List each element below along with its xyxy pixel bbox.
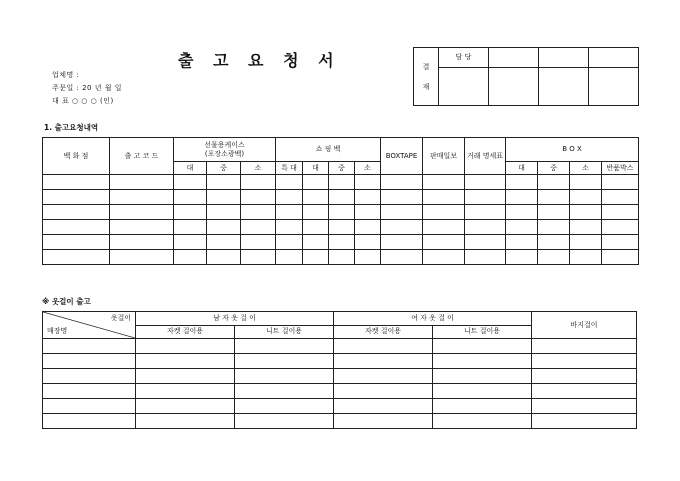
table-row (43, 414, 637, 429)
section2-title: ※ 옷걸이 출고 (42, 297, 91, 306)
approval-col (589, 48, 639, 68)
input-cell[interactable] (207, 175, 241, 190)
input-cell[interactable] (423, 205, 465, 220)
approval-sign-cell[interactable] (589, 68, 639, 106)
approval-sign-cell[interactable] (489, 68, 539, 106)
sub-female-knit: 니트 걸이용 (433, 325, 532, 339)
corner-top-label: 옷걸이 (110, 314, 131, 322)
table-row (43, 369, 637, 384)
corner-diagonal-cell (43, 312, 136, 339)
input-cell[interactable] (381, 220, 423, 235)
input-cell[interactable] (433, 384, 532, 399)
input-cell[interactable] (334, 354, 433, 369)
input-cell[interactable] (303, 205, 329, 220)
input-cell[interactable] (303, 190, 329, 205)
company-field: 업체명 : (52, 71, 80, 79)
corner-bottom-label: 매장명 (47, 327, 68, 335)
input-cell[interactable] (43, 354, 136, 369)
sub-box-large: 대 (506, 162, 538, 175)
input-cell[interactable] (465, 205, 506, 220)
sub-shop-medium: 중 (329, 162, 355, 175)
sub-shop-xlarge: 특 대 (276, 162, 303, 175)
input-cell[interactable] (355, 175, 381, 190)
input-cell[interactable] (602, 205, 639, 220)
input-cell[interactable] (235, 399, 334, 414)
input-cell[interactable] (241, 205, 276, 220)
input-cell[interactable] (602, 190, 639, 205)
input-cell[interactable] (241, 175, 276, 190)
input-cell[interactable] (381, 175, 423, 190)
input-cell[interactable] (465, 190, 506, 205)
input-cell[interactable] (423, 220, 465, 235)
input-cell[interactable] (334, 384, 433, 399)
approval-sign-cell[interactable] (539, 68, 589, 106)
input-cell[interactable] (602, 175, 639, 190)
input-cell[interactable] (303, 235, 329, 250)
input-cell[interactable] (506, 250, 538, 265)
input-cell[interactable] (570, 190, 602, 205)
input-cell[interactable] (276, 175, 303, 190)
header-promo: 판매일보 (423, 138, 465, 175)
input-cell[interactable] (43, 414, 136, 429)
input-cell[interactable] (43, 220, 110, 235)
representative-field: 대 표 ○ ○ ○ (인) (52, 97, 114, 105)
input-cell[interactable] (355, 205, 381, 220)
input-cell[interactable] (334, 414, 433, 429)
input-cell[interactable] (136, 369, 235, 384)
table-row (43, 235, 639, 250)
input-cell[interactable] (423, 250, 465, 265)
sub-box-small: 소 (570, 162, 602, 175)
sub-shop-small: 소 (355, 162, 381, 175)
table-row (43, 384, 637, 399)
input-cell[interactable] (43, 190, 110, 205)
input-cell[interactable] (433, 369, 532, 384)
input-cell[interactable] (329, 205, 355, 220)
input-cell[interactable] (381, 205, 423, 220)
input-cell[interactable] (276, 235, 303, 250)
input-cell[interactable] (570, 235, 602, 250)
input-cell[interactable] (136, 414, 235, 429)
input-cell[interactable] (329, 235, 355, 250)
input-cell[interactable] (43, 235, 110, 250)
input-cell[interactable] (538, 175, 570, 190)
table-row (43, 250, 639, 265)
header-boxtape: BOXTAPE (381, 138, 423, 175)
input-cell[interactable] (355, 250, 381, 265)
input-cell[interactable] (506, 235, 538, 250)
input-cell[interactable] (570, 175, 602, 190)
input-cell[interactable] (235, 384, 334, 399)
table-row (43, 175, 639, 190)
input-cell[interactable] (506, 205, 538, 220)
input-cell[interactable] (538, 250, 570, 265)
sub-male-jacket: 자켓 걸이용 (136, 325, 235, 339)
input-cell[interactable] (43, 369, 136, 384)
input-cell[interactable] (538, 235, 570, 250)
input-cell[interactable] (433, 339, 532, 354)
header-shopping-bag: 쇼 핑 백 (276, 138, 381, 162)
input-cell[interactable] (276, 250, 303, 265)
input-cell[interactable] (329, 250, 355, 265)
table-row (43, 354, 637, 369)
approval-label: 결 재 (414, 48, 439, 106)
table-row (43, 399, 637, 414)
input-cell[interactable] (207, 250, 241, 265)
input-cell[interactable] (532, 384, 637, 399)
input-cell[interactable] (276, 190, 303, 205)
input-cell[interactable] (235, 369, 334, 384)
input-cell[interactable] (235, 414, 334, 429)
input-cell[interactable] (174, 220, 207, 235)
input-cell[interactable] (532, 369, 637, 384)
input-cell[interactable] (276, 205, 303, 220)
approval-col-manager: 담 당 (439, 48, 489, 68)
input-cell[interactable] (602, 220, 639, 235)
input-cell[interactable] (174, 190, 207, 205)
input-cell[interactable] (570, 220, 602, 235)
input-cell[interactable] (538, 190, 570, 205)
input-cell[interactable] (570, 205, 602, 220)
sub-gift-large: 대 (174, 162, 207, 175)
input-cell[interactable] (241, 235, 276, 250)
input-cell[interactable] (136, 354, 235, 369)
input-cell[interactable] (241, 220, 276, 235)
input-cell[interactable] (110, 205, 174, 220)
header-store: 백 화 점 (43, 138, 110, 175)
input-cell[interactable] (207, 205, 241, 220)
input-cell[interactable] (43, 250, 110, 265)
input-cell[interactable] (43, 399, 136, 414)
header-box: B O X (506, 138, 639, 162)
approval-col (539, 48, 589, 68)
input-cell[interactable] (532, 354, 637, 369)
hanger-table (42, 311, 637, 429)
header-code: 출 고 코 드 (110, 138, 174, 175)
input-cell[interactable] (174, 205, 207, 220)
input-cell[interactable] (136, 399, 235, 414)
input-cell[interactable] (506, 175, 538, 190)
table-row (43, 205, 639, 220)
input-cell[interactable] (465, 235, 506, 250)
sub-box-medium: 중 (538, 162, 570, 175)
input-cell[interactable] (532, 399, 637, 414)
approval-sign-cell[interactable] (439, 68, 489, 106)
input-cell[interactable] (602, 235, 639, 250)
section1-title: 1. 출고요청내역 (44, 123, 99, 132)
input-cell[interactable] (532, 339, 637, 354)
sub-box-return: 반품박스 (602, 162, 639, 175)
header-male-hanger: 남 자 옷 걸 이 (136, 312, 334, 326)
input-cell[interactable] (506, 190, 538, 205)
input-cell[interactable] (506, 220, 538, 235)
input-cell[interactable] (110, 175, 174, 190)
input-cell[interactable] (174, 235, 207, 250)
input-cell[interactable] (538, 220, 570, 235)
input-cell[interactable] (241, 190, 276, 205)
input-cell[interactable] (355, 220, 381, 235)
header-female-hanger: 여 자 옷 걸 이 (334, 312, 532, 326)
input-cell[interactable] (465, 250, 506, 265)
input-cell[interactable] (303, 250, 329, 265)
input-cell[interactable] (110, 220, 174, 235)
input-cell[interactable] (207, 190, 241, 205)
input-cell[interactable] (433, 414, 532, 429)
table-row (43, 220, 639, 235)
input-cell[interactable] (43, 384, 136, 399)
input-cell[interactable] (465, 175, 506, 190)
input-cell[interactable] (329, 220, 355, 235)
sub-gift-small: 소 (241, 162, 276, 175)
input-cell[interactable] (235, 339, 334, 354)
table-row (43, 339, 637, 354)
sub-gift-medium: 중 (207, 162, 241, 175)
input-cell[interactable] (136, 384, 235, 399)
input-cell[interactable] (207, 220, 241, 235)
input-cell[interactable] (334, 399, 433, 414)
input-cell[interactable] (110, 235, 174, 250)
shipment-request-table (42, 137, 639, 265)
input-cell[interactable] (532, 414, 637, 429)
input-cell[interactable] (423, 235, 465, 250)
input-cell[interactable] (174, 175, 207, 190)
input-cell[interactable] (381, 235, 423, 250)
input-cell[interactable] (465, 220, 506, 235)
sub-shop-large: 대 (303, 162, 329, 175)
input-cell[interactable] (110, 250, 174, 265)
input-cell[interactable] (43, 175, 110, 190)
header-statement: 거래 명세표 (465, 138, 506, 175)
approval-col (489, 48, 539, 68)
header-pants-hanger: 바지걸이 (532, 312, 637, 339)
input-cell[interactable] (381, 190, 423, 205)
document-title: 출 고 요 청 서 (178, 51, 341, 70)
sub-female-jacket: 자켓 걸이용 (334, 325, 433, 339)
input-cell[interactable] (174, 250, 207, 265)
input-cell[interactable] (235, 354, 334, 369)
order-date-field: 주문일 : 20 년 월 일 (52, 84, 122, 92)
input-cell[interactable] (241, 250, 276, 265)
input-cell[interactable] (276, 220, 303, 235)
input-cell[interactable] (334, 369, 433, 384)
input-cell[interactable] (207, 235, 241, 250)
input-cell[interactable] (602, 250, 639, 265)
input-cell[interactable] (570, 250, 602, 265)
input-cell[interactable] (329, 175, 355, 190)
input-cell[interactable] (355, 235, 381, 250)
input-cell[interactable] (303, 220, 329, 235)
input-cell[interactable] (43, 339, 136, 354)
input-cell[interactable] (329, 190, 355, 205)
input-cell[interactable] (423, 190, 465, 205)
input-cell[interactable] (355, 190, 381, 205)
input-cell[interactable] (303, 175, 329, 190)
input-cell[interactable] (110, 190, 174, 205)
input-cell[interactable] (433, 354, 532, 369)
approval-table (413, 47, 639, 106)
input-cell[interactable] (43, 205, 110, 220)
input-cell[interactable] (381, 250, 423, 265)
input-cell[interactable] (136, 339, 235, 354)
table-row (43, 190, 639, 205)
input-cell[interactable] (538, 205, 570, 220)
input-cell[interactable] (423, 175, 465, 190)
input-cell[interactable] (433, 399, 532, 414)
sub-male-knit: 니트 걸이용 (235, 325, 334, 339)
input-cell[interactable] (334, 339, 433, 354)
header-gift-case: 선물용케이스 (포장소광백) (174, 138, 276, 162)
